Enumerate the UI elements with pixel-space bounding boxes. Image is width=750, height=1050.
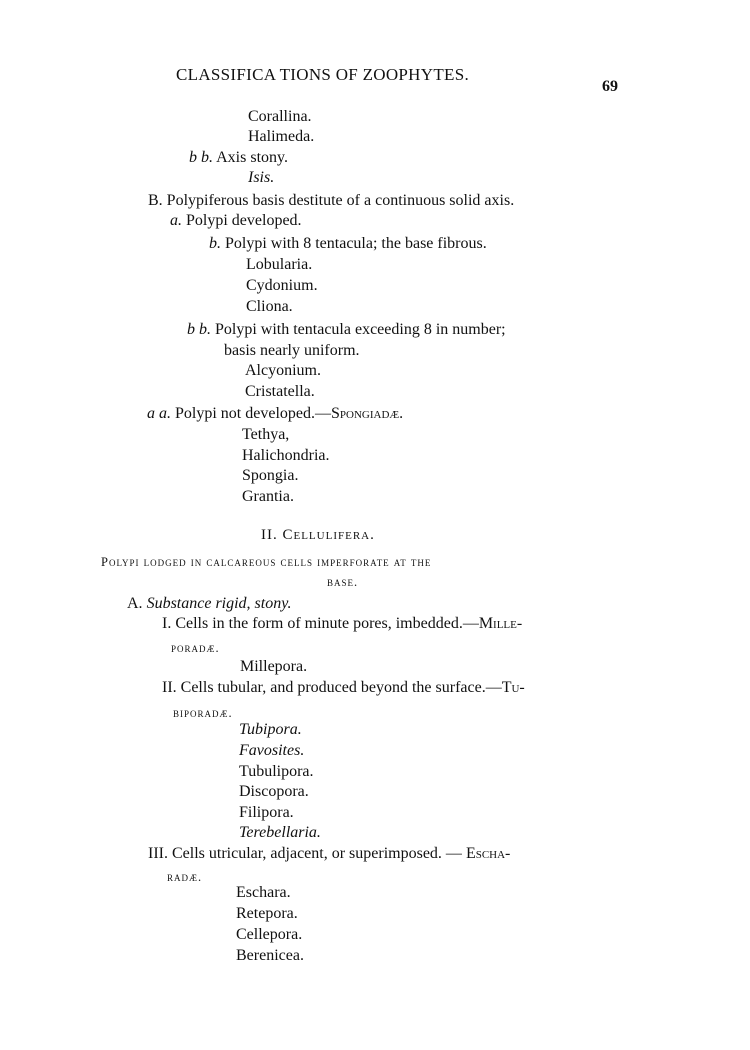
description-text: III. Cells utricular, adjacent, or superimposed. — [148,845,462,862]
subdivision-text: Polypi not developed.— [175,405,331,422]
description-text: II. Cells tubular, and produced beyond the surface.— [162,679,502,696]
family-ii-tubipora-description [162,678,525,698]
family-i-millepora-description [162,614,522,634]
genus-corallina: Corallina. [248,108,312,125]
division-a-substance-rigid [127,594,291,614]
subdivision-a-polypi-developed [170,211,302,231]
subdivision-bb-tentacula-exceeding [187,320,506,340]
genus-favosites: Favosites. [239,742,305,759]
family-name: Spongiadæ. [330,405,404,422]
genus-eschara: Eschara. [236,884,291,901]
genus-halichondria: Halichondria. [242,447,330,464]
genus-terebellaria: Terebellaria. [239,824,321,841]
subdivision-b-8-tentacula [209,234,487,254]
family-name-continuation: radæ. [167,870,203,884]
section-title: II. Cellulifera. [261,527,375,543]
section-description: Polypi lodged in calcareous cells imperforate at the [101,555,432,569]
genus-discopora: Discopora. [239,783,309,800]
genus-cydonium: Cydonium. [246,277,318,294]
division-b: B. Polypiferous basis destitute of a continuous solid axis. [148,192,515,209]
description-text: I. Cells in the form of minute pores, imbedded.— [162,615,479,632]
page-number: 69 [602,78,618,95]
family-name: Mille- [478,615,523,632]
genus-grantia: Grantia. [242,488,294,505]
subdivision-mark: a a. [147,405,171,422]
genus-lobularia: Lobularia. [246,256,313,273]
genus-spongia: Spongia. [242,467,299,484]
genus-berenicea: Berenicea. [236,947,304,964]
division-text: Substance rigid, stony. [146,595,292,612]
subdivision-bb-axis-stony [189,148,288,168]
family-name-continuation: poradæ. [171,641,220,655]
section-description-continued: base. [327,575,359,589]
subdivision-mark: b b. [187,321,211,338]
division-mark: A. [127,595,143,612]
genus-retepora: Retepora. [236,905,298,922]
subdivision-text: Axis stony. [216,149,288,166]
genus-cliona: Cliona. [246,298,293,315]
genus-tubipora: Tubipora. [239,721,302,738]
subdivision-mark: a. [170,212,182,229]
genus-halimeda: Halimeda. [248,128,315,145]
genus-cristatella: Cristatella. [245,383,315,400]
subdivision-text: Polypi with tentacula exceeding 8 in number; [215,321,506,338]
genus-filipora: Filipora. [239,804,294,821]
continuation-basis-uniform: basis nearly uniform. [224,342,360,359]
subdivision-aa-not-developed [147,404,403,424]
subdivision-mark: b. [209,235,221,252]
genus-tubulipora: Tubulipora. [239,763,314,780]
family-name-continuation: biporadæ. [173,706,233,720]
family-iii-eschara-description [148,844,510,864]
subdivision-mark: b b. [189,149,213,166]
genus-alcyonium: Alcyonium. [245,362,321,379]
genus-millepora: Millepora. [240,658,308,675]
genus-tethya: Tethya, [242,426,290,443]
genus-cellepora: Cellepora. [236,926,303,943]
family-name: Tu- [501,679,525,696]
genus-isis: Isis. [248,169,275,186]
subdivision-text: Polypi developed. [186,212,302,229]
subdivision-text: Polypi with 8 tentacula; the base fibrous. [225,235,487,252]
family-name: Escha- [465,845,511,862]
running-title: CLASSIFICA TIONS OF ZOOPHYTES. [176,65,470,84]
